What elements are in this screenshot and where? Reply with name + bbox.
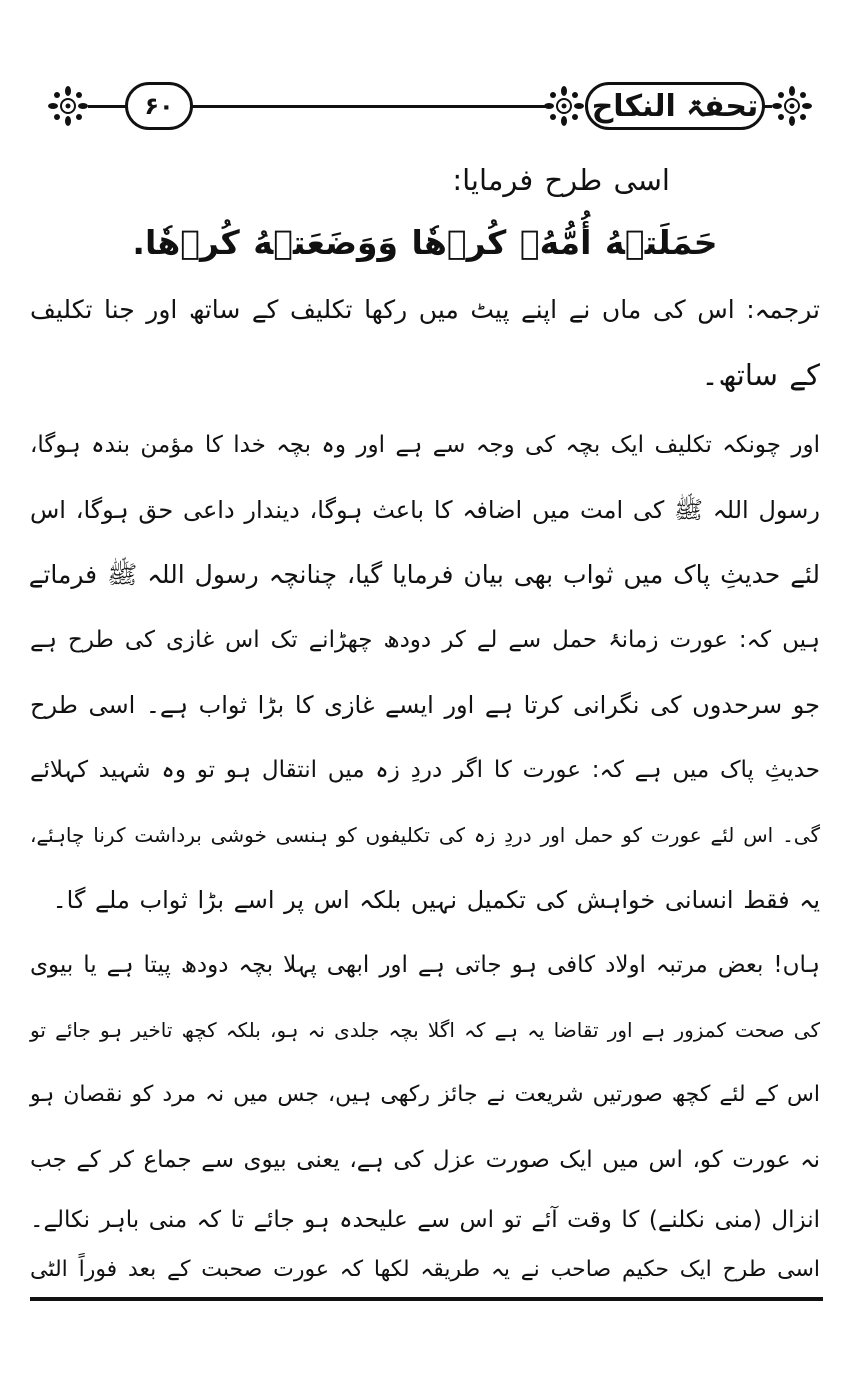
body-line: ہیں کہ: عورت زمانۂ حمل سے لے کر دودھ چھڑانے تک اس غازی کی طرح ہے xyxy=(30,627,820,653)
header-rule xyxy=(180,105,548,108)
page-number: ۶۰ xyxy=(125,82,193,130)
body-line: ہاں! بعض مرتبہ اولاد کافی ہو جاتی ہے اور ابھی پہلا بچہ دودھ پیتا ہے یا بیوی xyxy=(30,952,820,978)
header-rule xyxy=(88,105,128,108)
body-line: کی صحت کمزور ہے اور تقاضا یہ ہے کہ اگلا بچہ جلدی نہ ہو، بلکہ کچھ تاخیر ہو جائے تو xyxy=(30,1018,820,1042)
body-line: کے ساتھ۔ xyxy=(701,358,820,392)
body-line: اس کے لئے کچھ صورتیں شریعت نے جائز رکھی ہیں، جس میں نہ مرد کو نقصان ہو xyxy=(30,1082,820,1107)
body-line: نہ عورت کو، اس میں ایک صورت عزل کی ہے، یعنی بیوی سے جماع کر کے جب xyxy=(30,1147,820,1173)
quran-verse: حَمَلَتۡهُ أُمُّهُۥ كُرۡهٗا وَوَضَعَتۡهُ كُرۡهٗا. xyxy=(132,223,718,262)
body-line: اسی طرح فرمایا: xyxy=(452,163,670,197)
page-header xyxy=(30,78,825,134)
body-line: رسول اللہ ﷺ کی امت میں اضافہ کا باعث ہوگا، دیندار داعی حق ہوگا، اس xyxy=(30,496,820,524)
floral-ornament-icon xyxy=(770,84,814,128)
body-line: اور چونکہ تکلیف ایک بچہ کی وجہ سے ہے اور وہ بچہ خدا کا مؤمن بندہ ہوگا، xyxy=(30,432,820,458)
body-line: انزال (منی نکلنے) کا وقت آئے تو اس سے علیحدہ ہو جائے تا کہ منی باہر نکالے۔ xyxy=(30,1207,820,1233)
translation-line: ترجمہ: اس کی ماں نے اپنے پیٹ میں رکھا تکلیف کے ساتھ اور جنا تکلیف xyxy=(30,295,820,324)
body-line: اسی طرح ایک حکیم صاحب نے یہ طریقہ لکھا کہ عورت صحبت کے بعد فوراً الٹی xyxy=(30,1257,820,1282)
body-line: یہ فقط انسانی خواہش کی تکمیل نہیں بلکہ اس پر اسے بڑا ثواب ملے گا۔ xyxy=(52,886,820,914)
body-line: حدیثِ پاک میں ہے کہ: عورت کا اگر دردِ زہ میں انتقال ہو تو وہ شہید کہلائے xyxy=(30,757,820,783)
body-line: گی۔ اس لئے عورت کو حمل اور دردِ زہ کی تکلیفوں کو ہنسی خوشی برداشت کرنا چاہئے، xyxy=(30,823,820,847)
floral-ornament-icon xyxy=(46,84,90,128)
footer-rule xyxy=(30,1297,823,1301)
body-line: لئے حدیثِ پاک میں ثواب بھی بیان فرمایا گیا، چنانچہ رسول اللہ ﷺ فرماتے xyxy=(28,560,820,589)
book-title: تحفۃ النکاح xyxy=(585,82,765,130)
body-line: جو سرحدوں کی نگرانی کرتا ہے اور ایسے غازی کا بڑا ثواب ہے۔ اسی طرح xyxy=(30,691,820,719)
floral-ornament-icon xyxy=(542,84,586,128)
